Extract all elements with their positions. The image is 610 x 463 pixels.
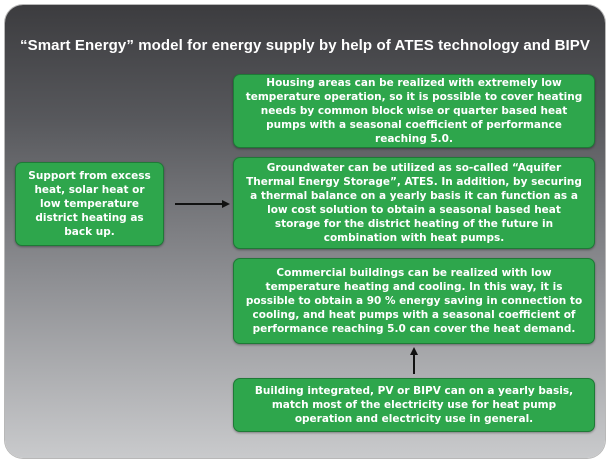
diagram-panel: [5, 5, 605, 458]
diagram-title: “Smart Energy” model for energy supply by help of ATES technology and BIPV: [20, 37, 590, 54]
groundwater-ates-text: Groundwater can be utilized as so-called “Aquifer Thermal Energy Storage”, ATES. In addition, by securing a thermal balance on a yearly basis it can function as a low cost solution to obtain a seasonal based heat storage for the district heating of the future in combination with heat pumps.: [246, 162, 582, 244]
housing-areas-text: Housing areas can be realized with extremely low temperature operation, so it is possible to cover heating needs by common block wise or quarter based heat pumps with a seasonal coefficient of performance reaching 5.0.: [245, 77, 583, 145]
commercial-buildings-text: Commercial buildings can be realized with low temperature heating and cooling. In this way, it is possible to obtain a 90 % energy saving in connection to cooling, and heat pumps with a seasonal coefficient of performance reaching 5.0 can cover the heat demand.: [245, 267, 583, 335]
support-text: Support from excess heat, solar heat or low temperature district heating as back up.: [28, 170, 151, 238]
arrows-layer: [5, 5, 605, 458]
bipv-text: Building integrated, PV or BIPV can on a yearly basis, match most of the electricity use for heat pump operation and electricity use in general.: [254, 385, 574, 425]
